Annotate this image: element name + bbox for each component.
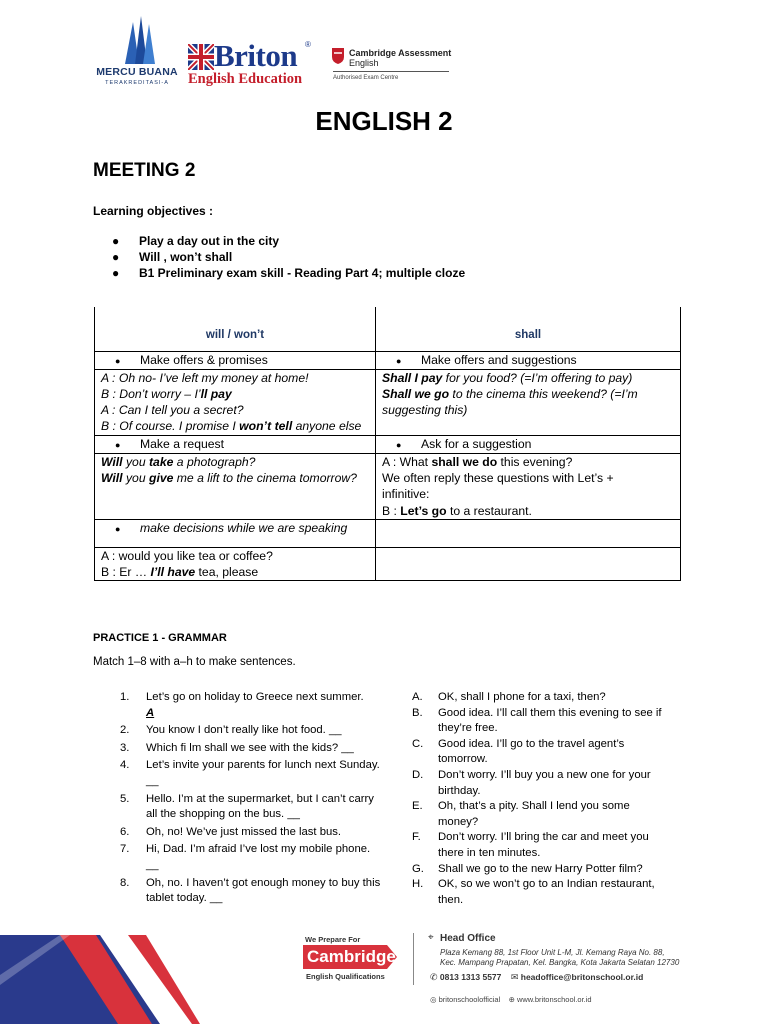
meeting-heading: MEETING 2 (93, 160, 196, 181)
column-header-shall: shall (376, 307, 681, 351)
column-header-will: will / won’t (95, 307, 376, 351)
list-item: E. Oh, that’s a pity. Shall I lend you some money? (412, 800, 630, 828)
table-cell (376, 519, 681, 547)
table-cell: ● Make a request (95, 435, 376, 453)
grammar-table (94, 307, 681, 581)
list-item: H. OK, so we won’t go to an Indian restaurant, then. (412, 878, 655, 906)
list-item: G. Shall we go to the new Harry Potter film? (412, 862, 643, 875)
answer-text: A (146, 706, 155, 719)
address-line-1: Plaza Kemang 88, 1st Floor Unit L-M, Jl. Kemang Raya No. 88, (440, 948, 665, 957)
list-item: ● Play a day out in the city (112, 234, 280, 248)
sentence-list (120, 690, 382, 909)
table-row (95, 369, 681, 435)
table-row (95, 435, 681, 453)
table-row (95, 519, 681, 547)
objectives-heading: Learning objectives : (93, 204, 214, 218)
english-qualifications-text: English Qualifications (306, 972, 385, 981)
list-item: D. Don’t worry. I’ll buy you a new one for your birthday. (412, 768, 651, 797)
website-url: www.britonschool.or.id (516, 995, 592, 1004)
briton-subtitle: English Education (188, 71, 303, 87)
address-line-2: Kec. Mampang Prapatan, Kel. Bangka, Kota Jakarta Selatan 12730 (440, 958, 680, 967)
objectives-list (112, 233, 465, 281)
list-item: 4. Let’s invite your parents for lunch next Sunday. __ (120, 759, 380, 787)
head-office-label: Head Office (440, 933, 496, 944)
social-row (430, 995, 592, 1004)
phone-number: 0813 1313 5577 (439, 972, 502, 982)
table-cell (376, 547, 681, 580)
table-cell: ● Ask for a suggestion (376, 435, 681, 453)
divider (333, 71, 449, 72)
cambridge-shield-icon (332, 48, 344, 64)
union-jack-icon (188, 44, 214, 70)
table-cell: A : Oh no- I’ve left my money at home! B : Don’t worry – I’ll pay A : Can I tell you a secret? B : Of course. I promise I won’t tell anyone else (95, 369, 376, 435)
table-header-row (95, 307, 681, 351)
document-title: ENGLISH 2 (315, 106, 453, 136)
list-item: A. OK, shall I phone for a taxi, then? (412, 691, 606, 703)
table-cell: A : would you like tea or coffee? B : Er … I’ll have tea, please (95, 547, 376, 580)
practice-heading: PRACTICE 1 - GRAMMAR (93, 632, 227, 644)
mercu-buana-accreditation: TERAKREDITASI-A (105, 80, 169, 86)
we-prepare-for-text: We Prepare For (305, 935, 361, 944)
table-cell: ● make decisions while we are speaking (95, 519, 376, 547)
practice-instruction: Match 1–8 with a–h to make sentences. (93, 656, 296, 668)
table-row (95, 547, 681, 580)
list-item: 7. Hi, Dad. I’m afraid I’ve lost my mobile phone. __ (120, 843, 371, 871)
footer-stripe-graphic (0, 915, 200, 1024)
mercu-buana-name: MERCU BUANA (96, 66, 178, 78)
table-cell: ● Make offers and suggestions (376, 351, 681, 369)
list-item: F. Don’t worry. I’ll bring the car and meet you there in ten minutes. (412, 831, 649, 859)
cambridge-assessment-text: Cambridge Assessment (349, 48, 452, 58)
bullet: ● (112, 234, 120, 248)
list-item: C. Good idea. I’ll go to the travel agent’s tomorrow. (412, 737, 625, 766)
table-cell: A : What shall we do this evening? We often reply these questions with Let’s + infinitive: B : Let’s go to a restaurant. (376, 453, 681, 519)
list-item: 6. Oh, no! We’ve just missed the last bus. (120, 825, 342, 838)
table-row (95, 453, 681, 519)
contact-row (430, 972, 643, 983)
response-list (412, 690, 672, 908)
table-cell: ● Make offers & promises (95, 351, 376, 369)
bullet: ● (112, 266, 120, 280)
table-row (95, 351, 681, 369)
table-cell: Will you take a photograph? Will you give me a lift to the cinema tomorrow? (95, 453, 376, 519)
list-item: 5. Hello. I’m at the supermarket, but I can’t carry all the shopping on the bus. __ (120, 792, 374, 821)
footer-divider (413, 933, 414, 985)
list-item: 8. Oh, no. I haven’t got enough money to buy this tablet today. __ (120, 876, 381, 905)
briton-logo-text: Briton (214, 38, 298, 73)
authorised-exam-centre-text: Authorised Exam Centre (333, 75, 399, 81)
email-address: headoffice@britonschool.or.id (520, 972, 644, 982)
instagram-handle: britonschoolofficial (438, 995, 501, 1004)
registered-mark: ® (305, 40, 311, 49)
list-item: ● Will , won’t shall (112, 250, 233, 264)
bullet: ● (112, 250, 120, 264)
list-item: 3. Which fi lm shall we see with the kids? __ (120, 741, 354, 754)
website-icon: ⊕ (508, 995, 515, 1004)
cambridge-english-text: English (349, 58, 379, 68)
whatsapp-icon: ✆ (430, 972, 438, 982)
table-cell: Shall I pay for you food? (=I’m offering to pay) Shall we go to the cinema this weekend? (=I’m suggesting this) (376, 369, 681, 435)
list-item: 1. Let’s go on holiday to Greece next summer. A (120, 691, 364, 719)
list-item: 2. You know I don’t really like hot food. __ (120, 724, 342, 737)
instagram-icon: ◎ (430, 995, 437, 1004)
cambridge-badge-text: Cambridge (307, 947, 396, 966)
list-item: B. Good idea. I’ll call them this evening to see if they’re free. (412, 706, 662, 735)
location-pin-icon: ⌖ (428, 932, 434, 943)
email-icon: ✉ (510, 972, 519, 982)
list-item: ● B1 Preliminary exam skill - Reading Part 4; multiple cloze (112, 266, 466, 280)
